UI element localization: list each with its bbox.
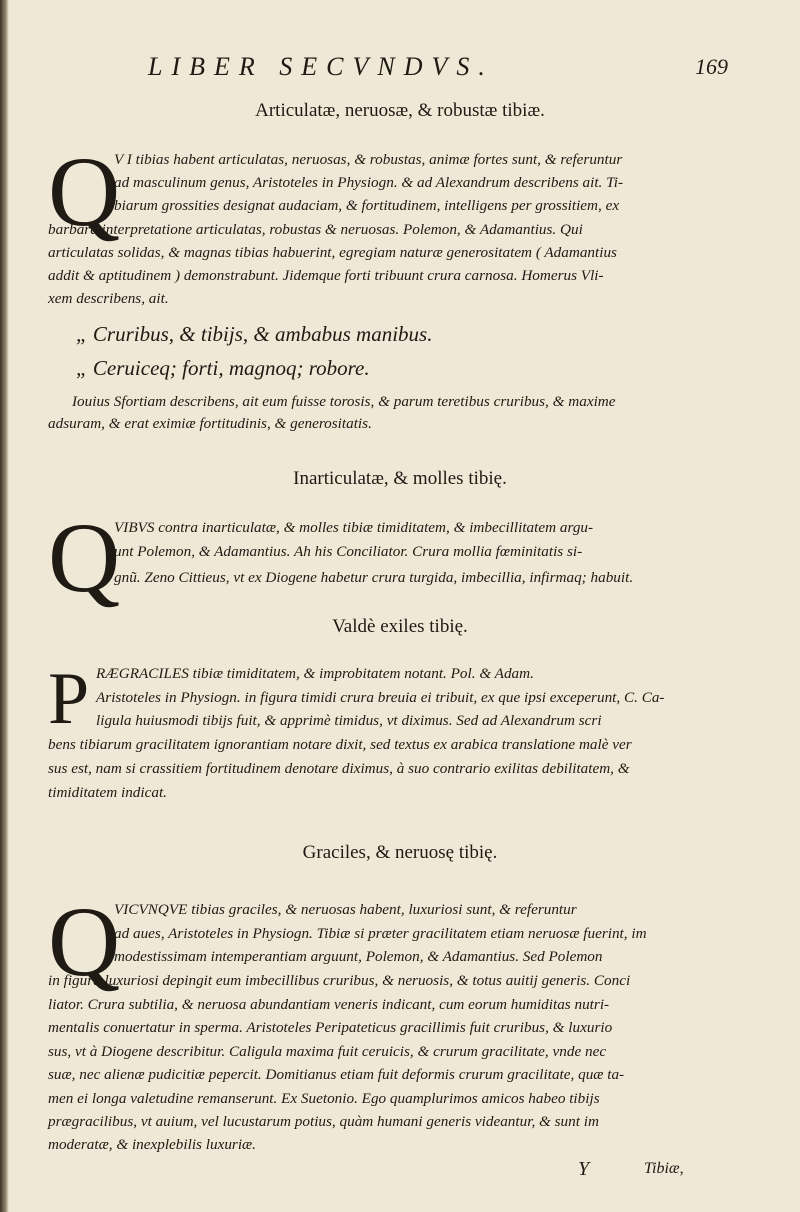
text-line: ad masculinum genus, Aristoteles in Physiogn. & ad Alexandrum describens ait. Ti- bbox=[114, 174, 624, 191]
section-heading: Graciles, & neruosę tibię. bbox=[302, 842, 498, 863]
text-line: sus, vt à Diogene describitur. Caligula maxima fuit ceruicis, & crurum gracilitate, vnde nec bbox=[48, 1043, 607, 1060]
drop-cap: Q bbox=[48, 502, 121, 613]
text-line: suæ, nec alienæ pudicitiæ pepercit. Domitianus etiam fuit deformis crurum gracilitate, quæ ta- bbox=[48, 1066, 625, 1083]
text-line: in figura luxuriosi depingit eum imbecillibus cruribus, & neruosis, & totus auitij generis. Conci bbox=[48, 972, 631, 989]
text-line: timiditatem indicat. bbox=[48, 784, 167, 801]
verse-quote: „ Ceruiceq; forti, magnoq; robore. bbox=[76, 356, 370, 380]
page-footer bbox=[0, 1158, 800, 1184]
text-line: addit & aptitudinem ) demonstrabunt. Jidemque forti tribuunt crura carnosa. Homerus Vli- bbox=[48, 267, 604, 284]
text-line: barbara interpretatione articulatas, robustas & neruosas. Polemon, & Adamantius. Qui bbox=[48, 221, 583, 238]
text-line: Iouius Sfortiam describens, ait eum fuisse torosis, & parum teretibus cruribus, & maxime bbox=[72, 393, 616, 410]
text-line: articulatas solidas, & magnas tibias habuerint, egregiam naturæ generositatem ( Adamantius bbox=[48, 244, 617, 261]
drop-cap: Q bbox=[48, 136, 121, 247]
section-heading: Articulatæ, neruosæ, & robustæ tibiæ. bbox=[255, 100, 545, 121]
text-line: men ei longa valetudine remanserunt. Ex Suetonio. Ego quamplurimos amicos habeo tibijs bbox=[48, 1090, 600, 1107]
text-line: moderatæ, & inexplebilis luxuriæ. bbox=[48, 1136, 256, 1153]
text-line: VICVNQVE tibias graciles, & neruosas habent, luxuriosi sunt, & referuntur bbox=[114, 901, 577, 918]
paragraph bbox=[48, 658, 713, 818]
paragraph bbox=[48, 392, 713, 442]
section-heading: Valdè exiles tibię. bbox=[332, 616, 468, 637]
drop-cap: Q bbox=[48, 886, 121, 997]
text-line: gnũ. Zeno Cittieus, vt ex Diogene habetur crura turgida, imbecillia, infirmaq; habuit. bbox=[114, 569, 634, 586]
text-line: bens tibiarum gracilitatem ignorantiam notare dixit, sed textus ex arabica translatione malè ver bbox=[48, 736, 632, 753]
page-number: 169 bbox=[695, 54, 728, 79]
running-title: LIBER SECVNDVS. bbox=[148, 52, 494, 81]
text-line: adsuram, & erat eximiæ fortitudinis, & generositatis. bbox=[48, 415, 372, 432]
text-line: ligula huiusmodi tibijs fuit, & apprimè timidus, vt diximus. Sed ad Alexandrum scri bbox=[96, 712, 602, 729]
verse-quote: „ Cruribus, & tibijs, & ambabus manibus. bbox=[76, 322, 433, 346]
section-heading: Inarticulatæ, & molles tibię. bbox=[293, 468, 507, 489]
text-line: biarum grossities designat audaciam, & fortitudinem, intelligens per grossitiem, ex bbox=[114, 197, 620, 214]
text-line: xem describens, ait. bbox=[48, 290, 169, 307]
text-line: Aristoteles in Physiogn. in figura timidi crura breuia ei tribuit, ex que ipsi exceperunt, C. Ca- bbox=[96, 689, 665, 706]
text-line: RÆGRACILES tibiæ timiditatem, & improbitatem notant. Pol. & Adam. bbox=[96, 665, 534, 682]
drop-cap: P bbox=[48, 658, 90, 740]
page-header bbox=[140, 52, 728, 86]
signature-mark: Y bbox=[578, 1158, 590, 1180]
paragraph bbox=[48, 886, 713, 1162]
text-line: liator. Crura subtilia, & neruosa abundantiam veneris indicant, cum eorum humiditas nutri- bbox=[48, 996, 610, 1013]
text-line: VIBVS contra inarticulatæ, & molles tibiæ timiditatem, & imbecillitatem argu- bbox=[114, 519, 594, 536]
text-line: prægracilibus, vt auium, vel lucustarum potius, quàm humani generis videantur, & sunt im bbox=[48, 1113, 599, 1130]
paragraph bbox=[48, 502, 713, 613]
text-line: V I tibias habent articulatas, neruosas, & robustas, animæ fortes sunt, & referuntur bbox=[114, 151, 623, 168]
text-line: sus est, nam si crassitiem fortitudinem denotare diximus, à suo contrario exilitas debilitatem, & bbox=[48, 760, 630, 777]
text-line: mentalis conuertatur in sperma. Aristoteles Peripateticus gracillimis fuit cruribus, & luxurio bbox=[48, 1019, 613, 1036]
text-line: unt Polemon, & Adamantius. Ah his Conciliator. Crura mollia fœminitatis si- bbox=[114, 543, 583, 560]
catchword: Tibiæ, bbox=[644, 1160, 684, 1177]
text-line: modestissimam intemperantiam arguunt, Polemon, & Adamantius. Sed Polemon bbox=[114, 948, 603, 965]
text-line: ad aues, Aristoteles in Physiogn. Tibiæ si præter gracilitatem etiam neruosæ fuerint, im bbox=[114, 925, 647, 942]
page-gutter-shadow bbox=[0, 0, 9, 1212]
